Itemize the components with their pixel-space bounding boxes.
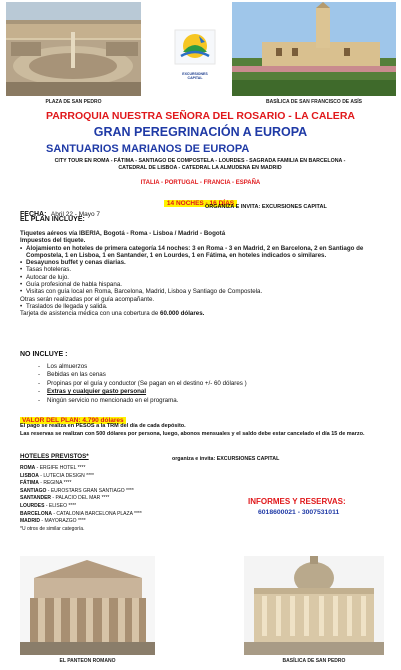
hotel-city: MADRID [20, 518, 40, 525]
excludes-title: NO INCLUYE : [20, 351, 68, 358]
basilica-san-francisco-caption: BASÍLICA DE SAN FRANCISCO DE ASÍS [265, 99, 363, 105]
include-item: • Autocar de lujo. [20, 274, 382, 281]
includes-title: EL PLAN INCLUYE: [20, 216, 85, 223]
exclude-item: - Bebidas en las cenas [20, 371, 382, 379]
excludes-list [20, 363, 382, 405]
exclude-extras: Extras y cualquier gasto personal [47, 388, 147, 396]
basilica-san-pedro-photo [244, 556, 384, 655]
hotels-organizer: organiza e invita: EXCURSIONES CAPITAL [172, 456, 280, 462]
includes-body [20, 230, 382, 318]
duration-badge: 14 NOCHES - 16 DÍAS [164, 200, 237, 207]
countries-line: ITALIA - PORTUGAL - FRANCIA - ESPAÑA [140, 180, 261, 186]
hotel-name: - ERGIFE HOTEL **** [35, 465, 86, 471]
dates-row [20, 203, 390, 218]
basilica-san-francisco-photo [232, 2, 396, 96]
insurance-line [20, 310, 382, 317]
organizer-top: ORGANIZA E INVITA: EXCURSIONES CAPITAL [205, 204, 327, 210]
hotels-title: HOTELES PREVISTOS* [20, 453, 89, 460]
taxes-line: Impuestos del tiquete. [20, 237, 86, 245]
hotel-row [20, 503, 200, 511]
tour-description: CITY TOUR EN ROMA - FÁTIMA - SANTIAGO DE COMPOSTELA - LOURDES - SAGRADA FAMILIA EN BARCELONA - CATEDRAL DE LISBOA - CATEDRAL LA ALMUDENA EN MADRID [54, 158, 346, 171]
hotel-city: LOURDES [20, 502, 45, 509]
hotel-city: BARCELONA [20, 510, 52, 517]
hotel-row [20, 518, 200, 526]
panteon-romano-caption: EL PANTEON ROMANO [59, 658, 116, 664]
date-value: Abril 22 - Mayo 7 [50, 211, 101, 218]
hotel-city: LISBOA [20, 472, 39, 479]
include-item: • Visitas con guía local en Roma, Barcelona, Madrid, Lisboa y Santiago de Compostela. [20, 288, 382, 295]
transfers-list [20, 303, 382, 310]
hotels-list [20, 465, 200, 533]
plaza-san-pedro-photo [6, 2, 141, 96]
contact-title: INFORMES Y RESERVAS: [248, 497, 346, 506]
hotel-row [20, 495, 200, 503]
logo-graphic [173, 28, 217, 66]
hotel-row [20, 480, 200, 488]
includes-list [20, 245, 382, 296]
payment-line: El pago se realiza en PESOS a la TRM del día de cada depósito. [20, 423, 186, 429]
parish-title: PARROQUIA NUESTRA SEÑORA DEL ROSARIO - LA CALERA [46, 110, 355, 122]
logo-line1: EXCURSIONES [182, 72, 208, 76]
hotel-name: - CATALONIA BARCELONA PLAZA **** [51, 510, 142, 517]
hotel-name: - MAYORAZGO **** [40, 518, 86, 525]
plaza-san-pedro-caption: PLAZA DE SAN PEDRO [45, 99, 102, 105]
hotel-row [20, 465, 200, 473]
logo-line2: CAPITAL [187, 76, 203, 80]
hotel-name: - PALACIO DEL MAR **** [51, 495, 110, 502]
basilica-san-pedro-caption: BASÍLICA DE SAN PEDRO [282, 658, 346, 664]
hotel-name: - LUTECIA DESIGN **** [38, 472, 94, 479]
contact-phones: 6018600021 - 3007531011 [258, 509, 340, 516]
reservation-line: Las reservas se realizan con 500 dólares por persona, luego, abonos mensuales y el saldo debe estar cancelado el día 15 de marzo. [20, 431, 365, 437]
exclude-item: - Propinas por el guía y conductor (Se pagan en el destino +/- 60 dólares ) [20, 380, 382, 388]
panteon-romano-photo [20, 556, 155, 655]
include-item: • Tasas hoteleras. [20, 266, 382, 273]
hotels-note: *U otros de similar categoría. [20, 525, 85, 532]
transfers-line: • Traslados de llegada y salida. [20, 303, 382, 310]
hotel-name: - REGINA **** [38, 480, 72, 487]
excludes-body [20, 363, 382, 405]
hotel-city: SANTANDER [20, 495, 52, 502]
excursiones-capital-logo [173, 28, 217, 78]
exclude-item [20, 388, 382, 396]
hotel-row [20, 488, 200, 496]
optional-line: Otras serán realizadas por el guía acompañante. [20, 295, 155, 303]
include-item: • Desayunos buffet y cenas diarias. [20, 259, 382, 266]
exclude-item: - Ningún servicio no mencionado en el programa. [20, 397, 382, 405]
hotel-row [20, 511, 200, 519]
pilgrimage-title: GRAN PEREGRINACIÓN A EUROPA [93, 125, 308, 139]
flights-line: Tiquetes aéreos vía IBERIA, Bogotá - Roma - Lisboa / Madrid - Bogotá [20, 230, 226, 237]
hotel-city: ROMA [20, 465, 36, 471]
include-item: • Guía profesional de habla hispana. [20, 281, 382, 288]
hotel-city: FÁTIMA [20, 480, 39, 487]
hotel-name: - ELISEO **** [44, 502, 77, 509]
hotel-name: - EUROSTARS GRAN SANTIAGO **** [46, 487, 134, 494]
insurance-prefix: Tarjeta de asistencia médica con una cobertura de [20, 310, 160, 318]
insurance-amount: 60.000 dólares. [160, 310, 205, 318]
exclude-item: - Los almuerzos [20, 363, 382, 371]
include-item: • Alojamiento en hoteles de primera categoría 14 noches: 3 en Roma - 3 en Madrid, 2 en Barcelona, 2 en Santiago de Compostela, 1 en Lisboa, 1 en Santander, 1 en Lourdes, 1 en Fátima, en hoteles indicados o similares. [20, 245, 382, 260]
date-label: FECHA: [20, 211, 47, 218]
hotel-city: SANTIAGO [20, 487, 47, 494]
sanctuaries-title: SANTUARIOS MARIANOS DE EUROPA [46, 143, 250, 155]
price-badge: VALOR DEL PLAN: 4.790 dólares [22, 417, 124, 424]
